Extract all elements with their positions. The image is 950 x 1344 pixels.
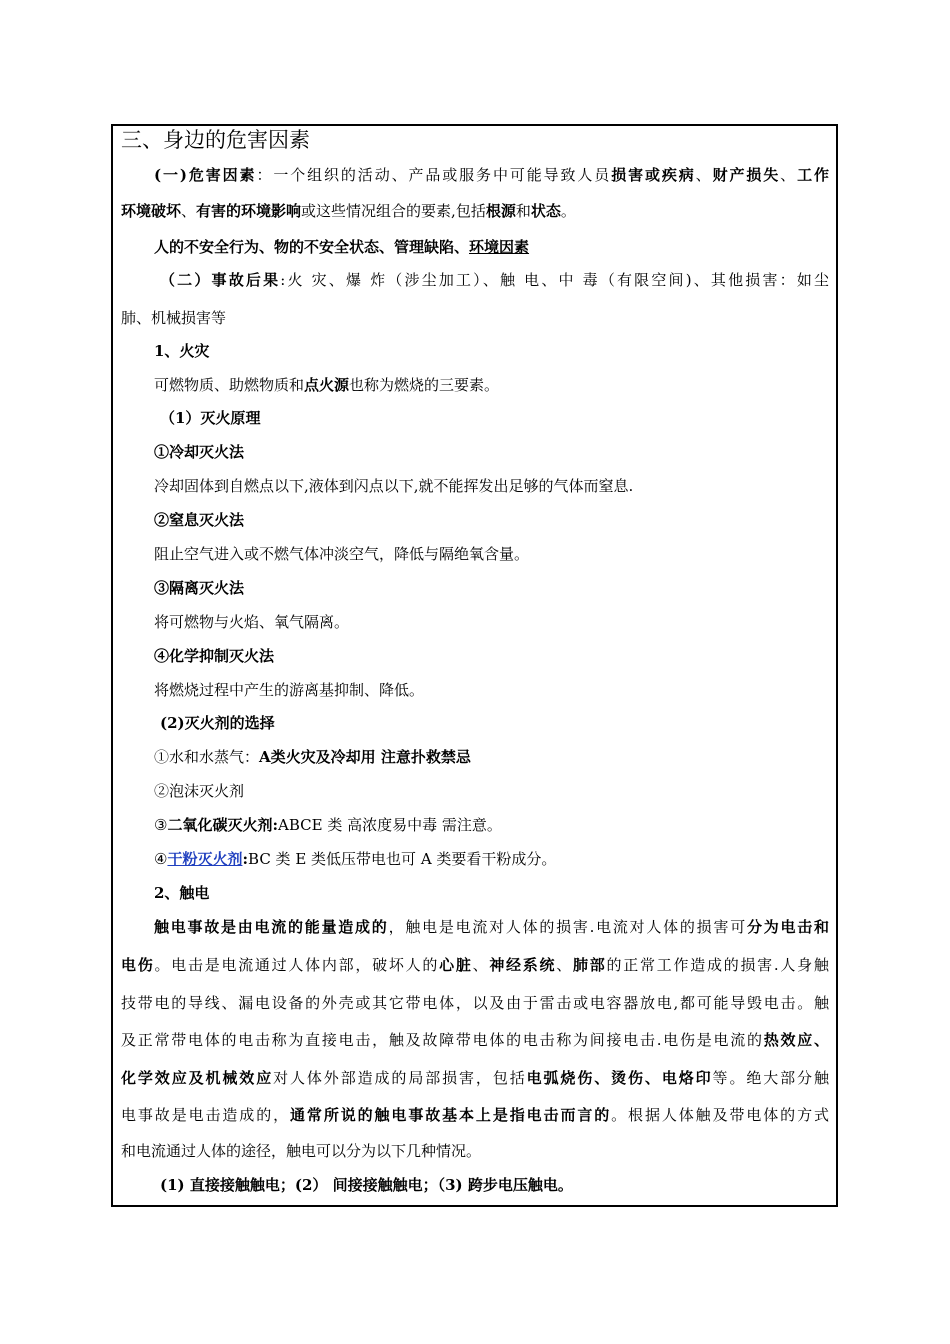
- shock-paragraph-line-1: 触电事故是由电流的能量造成的，触电是电流对人体的损害.电流对人体的损害可分为电击和: [154, 918, 829, 936]
- agent-co2: ③二氧化碳灭火剂:ABCE 类 高浓度易中毒 需注意。: [154, 816, 502, 834]
- method-smothering-desc: 阻止空气进入或不燃气体冲淡空气，降低与隔绝氧含量。: [154, 545, 530, 563]
- method-smothering-heading: ②窒息灭火法: [154, 511, 245, 529]
- agent-foam: ②泡沫灭火剂: [154, 782, 245, 800]
- accident-consequences-line-2: 肺、机械损害等: [121, 309, 227, 327]
- method-cooling-heading: ①冷却灭火法: [154, 443, 245, 461]
- method-isolation-desc: 将可燃物与火焰、氧气隔离。: [154, 613, 350, 631]
- section-title: 三、身边的危害因素: [121, 128, 310, 152]
- shock-paragraph-line-4: 及正常带电体的电击称为直接电击，触及故障带电体的电击称为间接电击.电伤是电流的热效应、: [121, 1031, 829, 1049]
- method-isolation-heading: ③隔离灭火法: [154, 579, 245, 597]
- fire-intro: 可燃物质、助燃物质和点火源也称为燃烧的三要素。: [154, 376, 500, 394]
- agent-water: ①水和水蒸气：A类火灾及冷却用 注意扑救禁忌: [154, 748, 471, 766]
- accident-consequences-line-1: （二）事故后果:火 灾、爆 炸（涉尘加工）、触 电、中 毒（有限空间)、其他损害：如尘: [160, 271, 829, 289]
- shock-types: (1) 直接接触触电；(2） 间接接触触电；（3) 跨步电压触电。: [160, 1176, 573, 1194]
- shock-paragraph-line-2: 电伤。电击是电流通过人体内部，破坏人的心脏、神经系统、肺部的正常工作造成的损害.人身触: [121, 956, 829, 974]
- hazard-definition-line-2: 环境破坏、有害的环境影响或这些情况组合的要素,包括根源和状态。: [121, 202, 576, 220]
- shock-paragraph-line-6: 电事故是电击造成的，通常所说的触电事故基本上是指电击而言的。根据人体触及带电体的方式: [121, 1106, 829, 1124]
- method-chemical-desc: 将燃烧过程中产生的游离基抑制、降低。: [154, 681, 425, 699]
- dry-powder-link[interactable]: 干粉灭火剂: [167, 850, 243, 868]
- electric-shock-heading: 2、触电: [154, 884, 210, 902]
- shock-paragraph-line-5: 化学效应及机械效应对人体外部造成的局部损害，包括电弧烧伤、烫伤、电烙印等。绝大部分触: [121, 1069, 829, 1087]
- fire-heading: 1、火灾: [154, 342, 210, 360]
- shock-paragraph-line-3: 技带电的导线、漏电设备的外壳或其它带电体，以及由于雷击或电容器放电,都可能导毁电击。触: [121, 994, 829, 1012]
- hazard-factor-list: 人的不安全行为、物的不安全状态、管理缺陷、环境因素: [154, 238, 530, 256]
- shock-paragraph-line-7: 和电流通过人体的途径，触电可以分为以下几种情况。: [121, 1142, 482, 1160]
- agent-dry-powder: ④干粉灭火剂:BC 类 E 类低压带电也可 A 类要看干粉成分。: [154, 850, 557, 868]
- agent-selection-heading: (2)灭火剂的选择: [160, 714, 275, 732]
- hazard-definition-line-1: (一)危害因素：一个组织的活动、产品或服务中可能导致人员损害或疾病、财产损失、工作: [154, 166, 829, 184]
- method-chemical-heading: ④化学抑制灭火法: [154, 647, 275, 665]
- method-cooling-desc: 冷却固体到自燃点以下,液体到闪点以下,就不能挥发出足够的气体而窒息.: [154, 477, 634, 495]
- extinguish-principle-heading: （1）灭火原理: [160, 409, 261, 427]
